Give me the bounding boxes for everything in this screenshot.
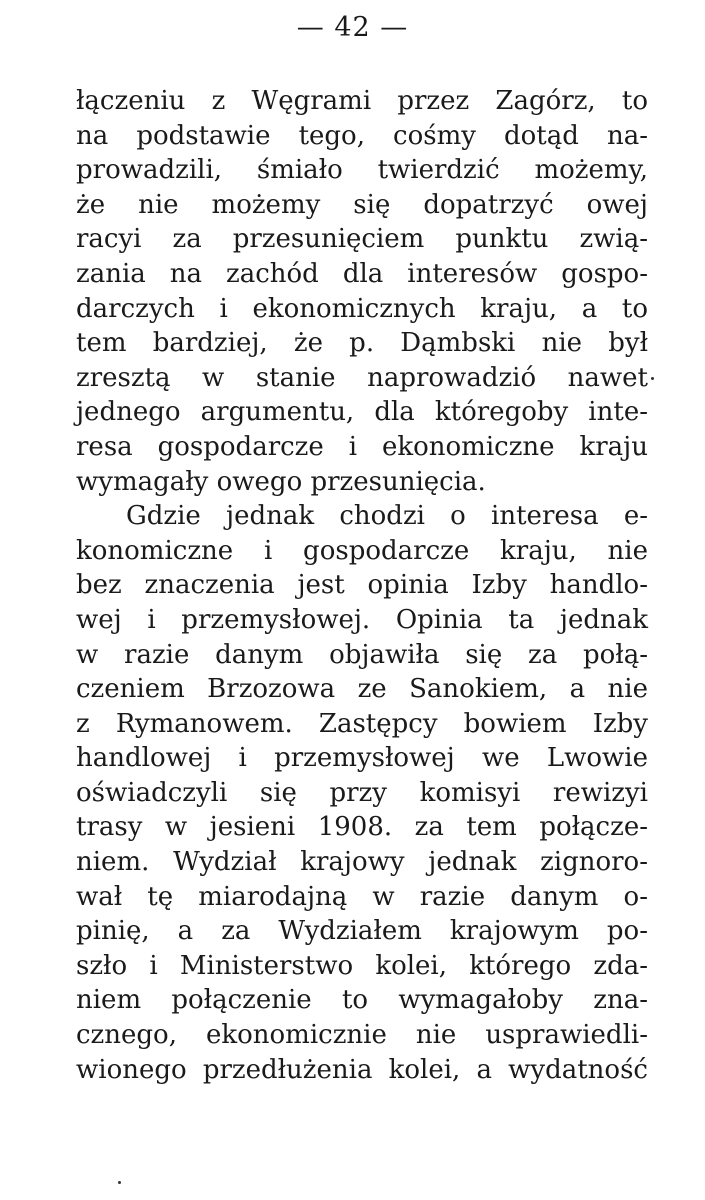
text-line: szło i Ministerstwo kolei, którego zda- <box>76 950 648 981</box>
text-line: cznego, ekonomicznie nie usprawiedli- <box>76 1020 648 1051</box>
text-line: wej i przemysłowej. Opinia ta jednak <box>76 604 648 635</box>
text-line: wionego przedłużenia kolei, a wydatność <box>76 1054 648 1085</box>
text-line: darczych i ekonomicznych kraju, a to <box>76 293 648 324</box>
text-line: racyi za przesunięciem punktu zwią- <box>76 224 648 255</box>
print-speck <box>651 377 654 380</box>
text-line: w razie danym objawiła się za połą- <box>76 639 648 670</box>
text-line: konomiczne i gospodarcze kraju, nie <box>76 535 648 566</box>
text-line: łączeniu z Węgrami przez Zagórz, to <box>76 86 648 116</box>
text-line: bez znaczenia jest opinia Izby handlo- <box>76 570 648 601</box>
print-speck <box>118 1181 121 1184</box>
text-line: niem połączenie to wymagałoby zna- <box>76 985 648 1016</box>
text-line: zresztą w stanie naprowadzió nawet <box>76 362 648 393</box>
text-line: że nie możemy się dopatrzyć owej <box>76 189 648 220</box>
text-line: tem bardziej, że p. Dąmbski nie był <box>76 328 648 359</box>
text-line: niem. Wydział krajowy jednak zignoro- <box>76 847 648 878</box>
text-line: zania na zachód dla interesów gospo- <box>76 258 648 289</box>
text-line: wał tę miarodajną w razie danym o- <box>76 881 648 912</box>
text-line: oświadczyli się przy komisyi rewizyi <box>76 777 648 808</box>
text-line: Gdzie jednak chodzi o interesa e- <box>126 501 648 532</box>
body-text <box>76 84 648 1087</box>
text-line: jednego argumentu, dla któregoby inte- <box>76 397 648 428</box>
text-line: z Rymanowem. Zastępcy bowiem Izby <box>76 708 648 739</box>
text-line: czeniem Brzozowa ze Sanokiem, a nie <box>76 674 648 705</box>
text-line: na podstawie tego, cośmy dotąd na- <box>76 120 648 151</box>
text-line: trasy w jesieni 1908. za tem połącze- <box>76 812 648 843</box>
text-line: wymagały owego przesunięcia. <box>76 466 486 497</box>
text-line: resa gospodarcze i ekonomiczne kraju <box>76 431 648 462</box>
text-line: pinię, a za Wydziałem krajowym po- <box>76 916 648 947</box>
paragraph-2 <box>76 499 648 1087</box>
text-line: handlowej i przemysłowej we Lwowie <box>76 743 648 774</box>
paragraph-1 <box>76 84 648 499</box>
page-number: — 42 — <box>296 12 409 43</box>
text-line: prowadzili, śmiało twierdzić możemy, <box>76 155 648 186</box>
